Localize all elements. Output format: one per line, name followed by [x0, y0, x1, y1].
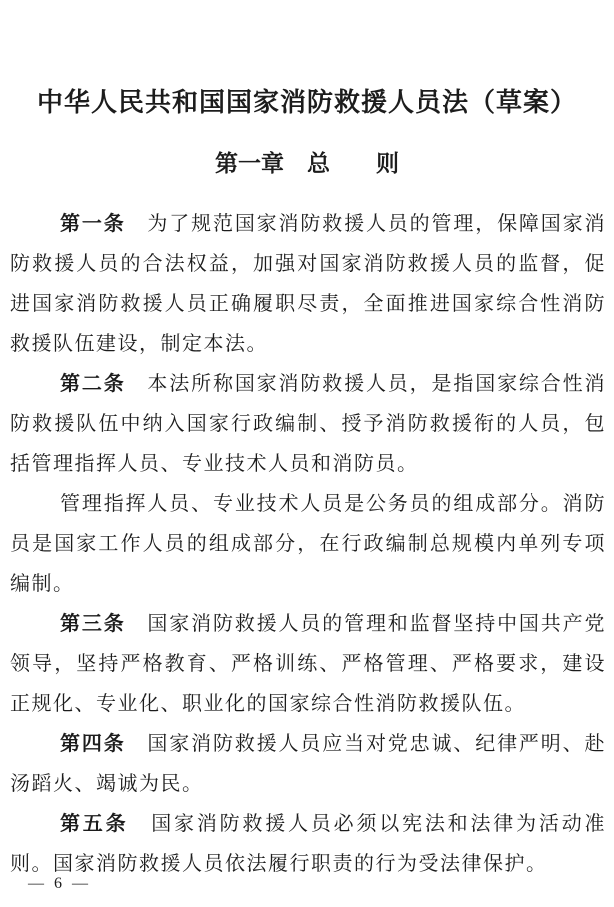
article-paragraph: 管理指挥人员、专业技术人员是公务员的组成部分。消防员是国家工作人员的组成部分，在行政编制总规模内单列专项编制。	[10, 493, 606, 595]
article-paragraph: 第一条 为了规范国家消防救援人员的管理，保障国家消防救援人员的合法权益，加强对国家消防救援人员的监督，促进国家消防救援人员正确履职尽责，全面推进国家综合性消防救援队伍建设，制定本法。	[10, 213, 606, 355]
chapter-heading: 第一章 总 则	[215, 151, 399, 176]
document-title: 中华人民共和国国家消防救援人员法（草案）	[36, 88, 577, 117]
article-label: 第四条	[60, 733, 126, 755]
document-body	[0, 204, 614, 884]
article-label: 第二条	[60, 373, 126, 395]
article-paragraph: 第四条 国家消防救援人员应当对党忠诚、纪律严明、赴汤蹈火、竭诚为民。	[10, 733, 606, 795]
article-label: 第三条	[60, 613, 126, 635]
article-paragraph: 第三条 国家消防救援人员的管理和监督坚持中国共产党领导，坚持严格教育、严格训练、严格管理、严格要求，建设正规化、专业化、职业化的国家综合性消防救援队伍。	[10, 613, 606, 715]
article-label: 第一条	[60, 213, 126, 235]
article-paragraph: 第五条 国家消防救援人员必须以宪法和法律为活动准则。国家消防救援人员依法履行职责的行为受法律保护。	[10, 813, 607, 875]
article-paragraph: 第二条 本法所称国家消防救援人员，是指国家综合性消防救援队伍中纳入国家行政编制、授予消防救援衔的人员，包括管理指挥人员、专业技术人员和消防员。	[10, 373, 606, 475]
page-number: — 6 —	[28, 875, 91, 892]
article-label: 第五条	[60, 813, 129, 835]
